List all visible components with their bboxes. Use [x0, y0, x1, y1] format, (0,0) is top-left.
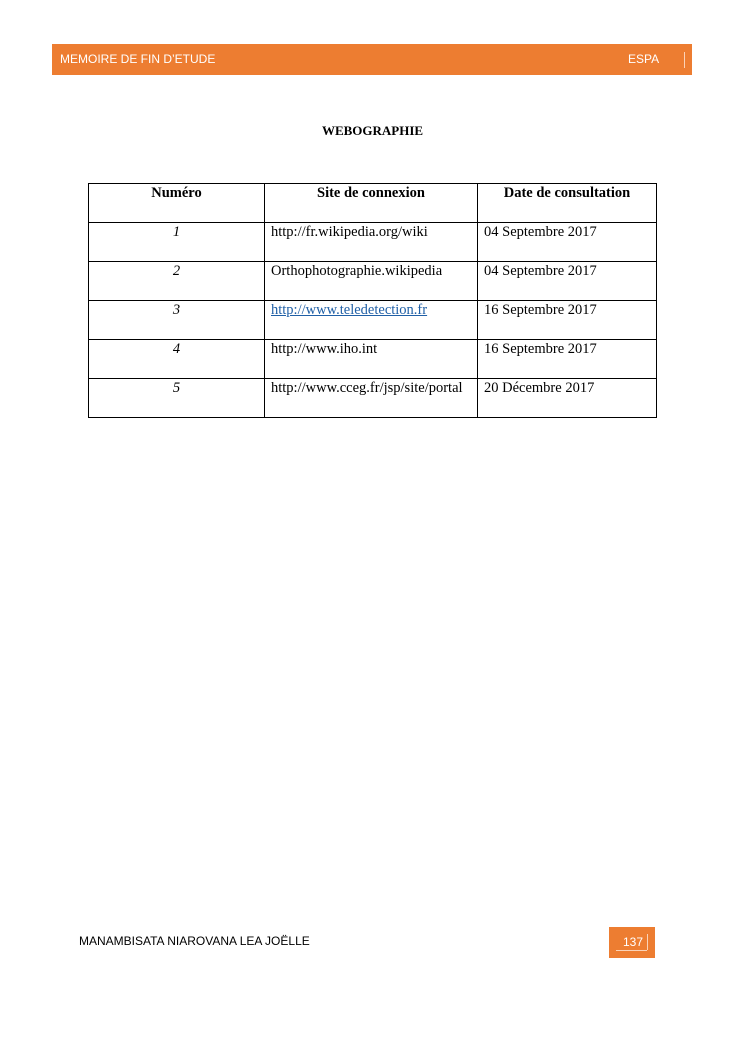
site-link[interactable]: http://www.teledetection.fr — [271, 302, 428, 318]
row-date: 16 Septembre 2017 — [478, 301, 657, 340]
footer-author: MANAMBISATA NIAROVANA LEA JOËLLE — [79, 934, 310, 948]
table-row — [89, 301, 657, 340]
column-header-number: Numéro — [89, 184, 265, 223]
header-school-name: ESPA — [628, 52, 660, 66]
row-date: 04 Septembre 2017 — [478, 223, 657, 262]
table-row — [89, 262, 657, 301]
table-row — [89, 340, 657, 379]
page-number-divider — [647, 934, 648, 950]
table-row — [89, 379, 657, 418]
row-date: 16 Septembre 2017 — [478, 340, 657, 379]
webography-table — [88, 183, 657, 418]
row-site — [265, 301, 478, 340]
page-number-box — [609, 927, 655, 958]
column-header-site: Site de connexion — [265, 184, 478, 223]
header-divider — [684, 52, 685, 68]
table-header-row — [89, 184, 657, 223]
page-header — [52, 44, 692, 75]
page-number-underline — [616, 950, 647, 951]
row-number: 2 — [89, 262, 265, 301]
row-date: 04 Septembre 2017 — [478, 262, 657, 301]
table-row — [89, 223, 657, 262]
page-number: 137 — [623, 935, 644, 949]
row-site: http://www.iho.int — [265, 340, 478, 379]
row-number: 1 — [89, 223, 265, 262]
header-document-title: MEMOIRE DE FIN D’ETUDE — [60, 52, 216, 66]
page-title: WEBOGRAPHIE — [321, 123, 424, 138]
row-number: 5 — [89, 379, 265, 418]
row-date: 20 Décembre 2017 — [478, 379, 657, 418]
column-header-date: Date de consultation — [478, 184, 657, 223]
row-number: 4 — [89, 340, 265, 379]
row-site: http://www.cceg.fr/jsp/site/portal — [265, 379, 478, 418]
row-site: Orthophotographie.wikipedia — [265, 262, 478, 301]
row-number: 3 — [89, 301, 265, 340]
row-site: http://fr.wikipedia.org/wiki — [265, 223, 478, 262]
